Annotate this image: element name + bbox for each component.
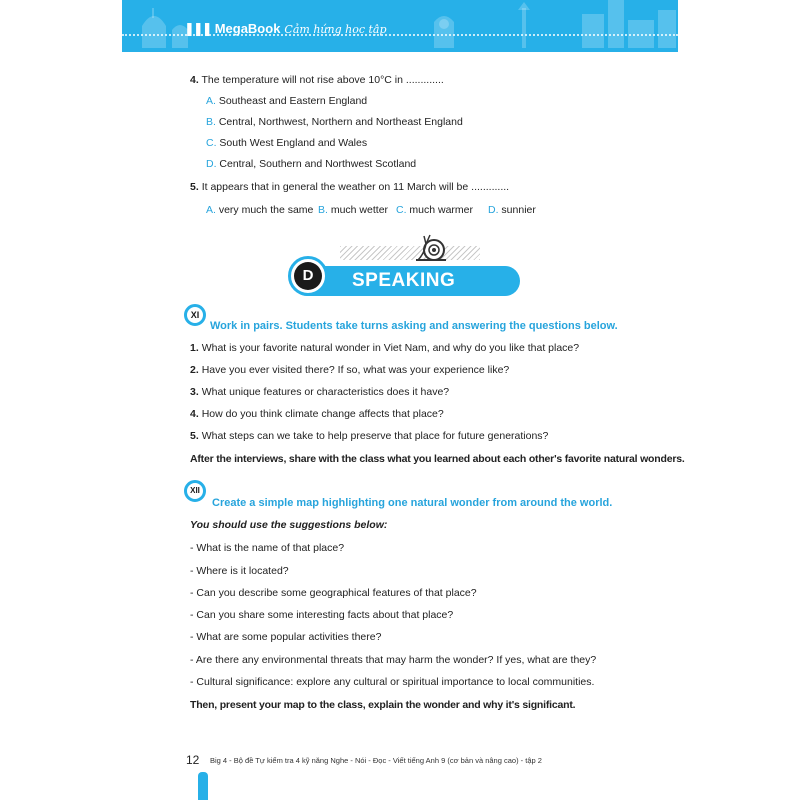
option-text: very much the same [218,204,314,216]
option-letter: B. [206,116,216,128]
xi-question-4 [190,408,444,420]
option-letter: C. [206,137,217,149]
option-letter: A. [206,95,216,107]
q4-option-b [206,116,463,128]
question-text: What steps can we take to help preserve that place for future generations? [201,430,549,442]
xii-subtitle: You should use the suggestions below: [190,519,388,531]
xii-suggestion-7: - Cultural significance: explore any cultural or spiritual importance to local communities. [190,676,595,688]
brand-logo [184,21,387,37]
option-letter: D. [488,204,499,216]
option-text: Central, Northwest, Northern and Northeast England [218,116,463,128]
xi-question-3 [190,386,449,398]
q5-option-d [488,204,536,216]
footer-text: Big 4 - Bộ đề Tự kiểm tra 4 kỹ năng Nghe - Nói - Đọc - Viết tiếng Anh 9 (cơ bản và nâng cao) - tập 2 [210,756,542,765]
brand-tagline: Cảm hứng học tập [284,23,387,36]
xi-question-2 [190,364,509,376]
banner-badge [288,256,328,296]
option-letter: D. [206,158,217,170]
xi-closing: After the interviews, share with the class what you learned about each other's favorite natural wonders. [190,453,685,465]
q4-option-d [206,158,416,170]
brand-name: MegaBook [214,21,281,36]
xii-suggestion-4: - Can you share some interesting facts about that place? [190,609,454,621]
option-text: much warmer [409,204,474,216]
section-marker-xi: XI [184,304,206,326]
q4-option-c [206,137,367,149]
question-text: The temperature will not rise above 10°C in ............. [201,74,444,86]
xii-suggestion-1: - What is the name of that place? [190,542,345,554]
option-text: South West England and Wales [219,137,368,149]
q5-option-c [396,204,473,216]
question-number: 5. [190,181,199,193]
question-text: What unique features or characteristics does it have? [201,386,450,398]
question-text: Have you ever visited there? If so, what was your experience like? [201,364,510,376]
xii-closing: Then, present your map to the class, explain the wonder and why it's significant. [190,699,576,711]
question-number: 4. [190,408,199,420]
banner-badge-letter: D [294,262,322,290]
option-letter: B. [318,204,328,216]
option-text: sunnier [501,204,536,216]
question-number: 5. [190,430,199,442]
xii-suggestion-3: - Can you describe some geographical features of that place? [190,587,477,599]
option-text: Southeast and Eastern England [218,95,368,107]
snail-icon [410,230,450,266]
option-text: Central, Southern and Northwest Scotland [219,158,417,170]
question-number: 2. [190,364,199,376]
option-letter: A. [206,204,216,216]
question-4 [190,74,444,86]
question-number: 3. [190,386,199,398]
section-xii-title: Create a simple map highlighting one natural wonder from around the world. [212,497,613,509]
page [122,0,685,800]
question-text: What is your favorite natural wonder in Viet Nam, and why do you like that place? [201,342,580,354]
question-text: It appears that in general the weather on 11 March will be ............. [201,181,510,193]
xi-question-5 [190,430,548,442]
header-band [122,0,678,48]
xii-suggestion-2: - Where is it located? [190,565,289,577]
banner-title: SPEAKING [352,270,456,291]
question-number: 1. [190,342,199,354]
q5-option-b [318,204,388,216]
speaking-banner [288,262,520,298]
option-text: much wetter [330,204,389,216]
xii-suggestion-6: - Are there any environmental threats that may harm the wonder? If yes, what are they? [190,654,597,666]
q4-option-a [206,95,367,107]
section-xi-title: Work in pairs. Students take turns asking and answering the questions below. [210,320,618,332]
header-stripe [122,48,678,52]
question-5 [190,181,509,193]
footer-tab [198,772,208,800]
xii-suggestion-5: - What are some popular activities there? [190,631,382,643]
option-letter: C. [396,204,407,216]
q5-option-a [206,204,313,216]
question-text: How do you think climate change affects that place? [201,408,444,420]
section-marker-xii: XII [184,480,206,502]
question-number: 4. [190,74,199,86]
brand-bars-icon: ❚❚❚ [184,21,211,36]
xi-question-1 [190,342,579,354]
page-number: 12 [186,753,200,767]
